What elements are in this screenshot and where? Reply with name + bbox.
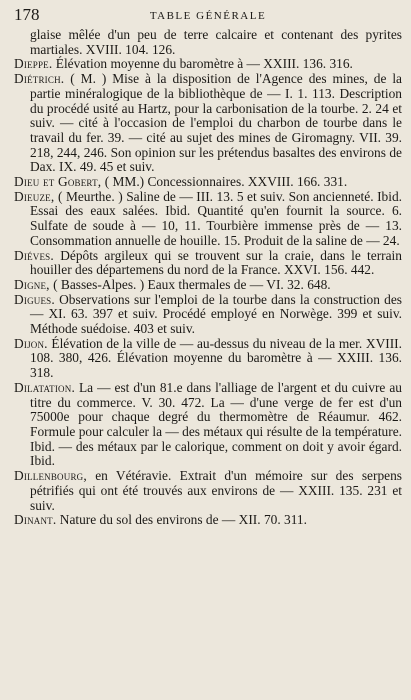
entry-text: Dépôts argileux qui se trouvent sur la craie, dans le terrain houiller des départemens du nord de la France. XXVI. 156. 442.	[30, 247, 402, 278]
entry-headword: Diétrich.	[14, 71, 65, 87]
entry-headword: Dilatation.	[14, 379, 75, 395]
page-number: 178	[14, 5, 40, 24]
index-entry-dieppe	[14, 57, 402, 72]
entry-text: Observations sur l'emploi de la tourbe dans la construction des — XI. 63. 397 et suiv. Procédé employé en Norwège. 399 et suiv. Méthode suédoise. 403 et suiv.	[30, 291, 402, 337]
entry-text: Nature du sol des environs de — XII. 70. 311.	[59, 512, 307, 528]
index-entries	[14, 28, 402, 528]
entry-text: Élévation moyenne du baromètre à — XXIII. 136. 316.	[55, 56, 353, 72]
entry-text: ( Basses-Alpes. ) Eaux thermales de — VI. 32. 648.	[53, 276, 331, 292]
index-entry-dijon	[14, 337, 402, 381]
index-entry-dietrich	[14, 72, 402, 175]
entry-text: glaise mêlée d'un peu de terre calcaire et contenant des pyrites martiales. XVIII. 104. 126.	[30, 27, 402, 57]
entry-headword: Digues.	[14, 291, 55, 307]
index-entry-dieves	[14, 249, 402, 278]
document-page	[14, 4, 402, 696]
entry-headword: Dieuze,	[14, 188, 55, 204]
entry-headword: Dijon.	[14, 335, 48, 351]
entry-text: en Vétéravie. Extrait d'un mémoire sur des serpens pétrifiés qui ont été trouvés aux environs de — XXIII. 135. 231 et suiv.	[30, 468, 402, 513]
running-head: TABLE GÉNÉRALE	[149, 10, 267, 22]
index-entry-dieuze	[14, 190, 402, 249]
entry-headword: Dieppe.	[14, 56, 53, 72]
entry-text: Élévation de la ville de — au-dessus du niveau de la mer. XVIII. 108. 380, 426. Élévation moyenne du baromètre à — XXIII. 136. 318.	[30, 335, 402, 381]
index-entry-glaise-continuation	[14, 28, 402, 57]
entry-headword: Dieu et Gobert,	[14, 174, 102, 190]
entry-headword: Digne,	[14, 276, 50, 292]
index-entry-dieu-gobert	[14, 175, 402, 190]
entry-headword: Dinant.	[14, 512, 57, 528]
page-header	[14, 4, 402, 26]
index-entry-dinant	[14, 513, 402, 528]
entry-text: ( M. ) Mise à la disposition de l'Agence des mines, de la partie minéralogique de la bibliothèque de — I. 1. 113. Description du procédé usité au Hartz, pour la carbonisation de la tourbe. 2. 24 et suiv. — cité à l'occasion de l'emploi du charbon de tourbe dans le travail du fer. 39. — cité au sujet des mines de Giromagny. VII. 39. 218, 244, 246. Son opinion sur les prétendus basaltes des environs de Dax. IX. 49. 45 et suiv.	[30, 71, 402, 175]
index-entry-dilatation	[14, 381, 402, 469]
entry-text: ( MM.) Concessionnaires. XXVIII. 166. 331.	[104, 174, 348, 190]
entry-headword: Diéves.	[14, 247, 54, 263]
entry-headword: Dillenbourg,	[14, 468, 87, 484]
entry-text: ( Meurthe. ) Saline de — III. 13. 5 et suiv. Son ancienneté. Ibid. Essai des eaux salées. Ibid. Quantité qu'en fournit la source. 6. Sulfate de soude à — 10, 11. Tourbière immense près de — 13. Consommation annuelle de houille. 15. Produit de la saline de — 24.	[30, 188, 402, 248]
entry-text: La — est d'un 81.e dans l'alliage de l'argent et du cuivre au titre du commerce. V. 30. 472. La — d'une verge de fer est d'un 75000e pour chaque degré du thermomètre de Réaumur. 462. Formule pour calculer la — des métaux qui résulte de la température. Ibid. — des métaux par le calorique, comment on doit y avoir égard. Ibid.	[30, 379, 402, 469]
index-entry-dillenbourg	[14, 469, 402, 513]
index-entry-digues	[14, 293, 402, 337]
index-entry-digne	[14, 278, 402, 293]
